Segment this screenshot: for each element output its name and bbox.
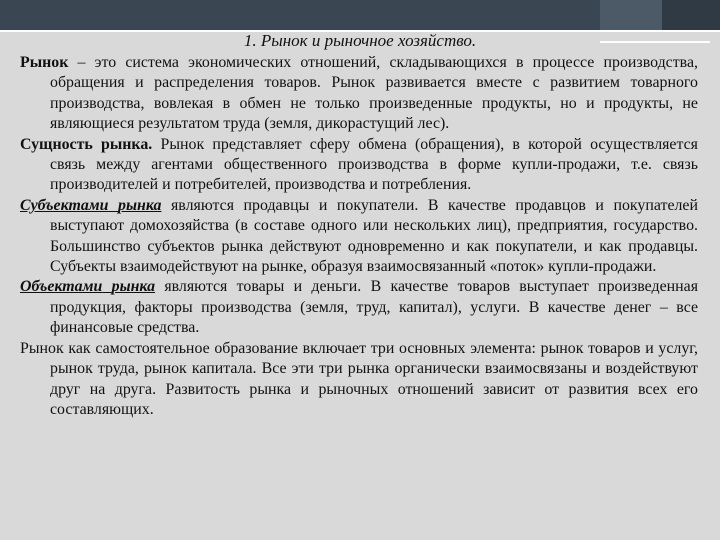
header-band — [0, 0, 720, 30]
paragraph-text: являются продавцы и покупатели. В качестве продавцов и покупателей выступают домохозяйства (в составе одного или нескольких лиц), предприятия, государство. Большинство субъектов рынка действуют одновременно и как покупатели, и как продавцы. Субъекты взаимодействуют на рынке, образуя взаимосвязанный «поток» купли-продажи. — [50, 196, 698, 276]
term-subjects: Субъектами — [20, 196, 109, 214]
term-market: Рынок — [20, 54, 69, 71]
paragraph-text: Рынок представляет сферу обмена (обращения), в которой осуществляется связь между агентами общественного производства в форме купли-продажи, т.е. связь производителей и потребителей, производства и потребления. — [50, 135, 698, 194]
paragraph-market-subjects — [20, 196, 698, 278]
term-objects-market: рынка — [111, 278, 156, 296]
term-subjects-market: рынка — [118, 196, 162, 214]
slide-body — [20, 53, 698, 420]
paragraph-market-elements — [20, 339, 698, 421]
header-band-segment-dark — [662, 0, 720, 30]
paragraph-text: – это система экономических отношений, складывающихся в процессе производства, обращения и распределения товаров. Рынок развивается вместе с развитием товарного производства, вовлекая в обмен не только произведенные продукты, но и продукты, не являющиеся результатом труда (земля, дикорастущий лес). — [50, 54, 698, 133]
term-market-essence: Сущность рынка. — [20, 135, 153, 153]
term-objects: Объектами — [20, 278, 103, 296]
slide-title: 1. Рынок и рыночное хозяйство. — [243, 31, 477, 50]
paragraph-market-definition — [20, 53, 698, 135]
paragraph-market-essence — [20, 135, 698, 196]
paragraph-text: являются товары и деньги. В качестве товаров выступает произведенная продукция, факторы производства (земля, труд, капитал), услуги. В качестве денег – все финансовые средства. — [50, 278, 698, 337]
paragraph-market-objects — [20, 277, 698, 338]
paragraph-text: Рынок как самостоятельное образование включает три основных элемента: рынок товаров и услуг, рынок труда, рынок капитала. Все эти три рынка органически взаимосвязаны и воздействуют друг на друга. Развитость рынка и рыночных отношений зависит от развития всех его составляющих. — [20, 339, 698, 418]
